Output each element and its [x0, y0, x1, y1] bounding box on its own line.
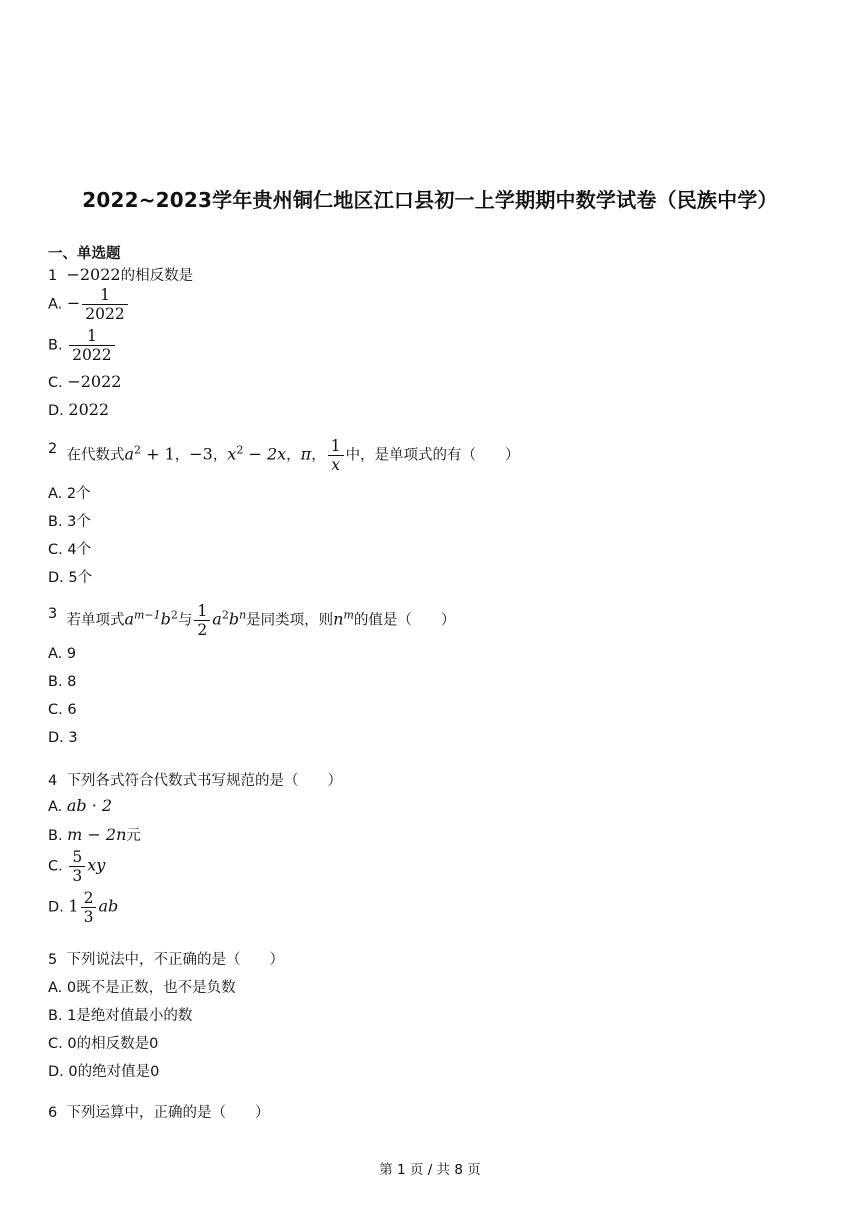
option-a [48, 286, 130, 323]
question-number: 1 [48, 268, 58, 284]
fraction-denominator: 2 [194, 620, 210, 639]
option-a [48, 796, 112, 815]
option-b [48, 824, 141, 845]
option-c [48, 848, 105, 885]
question-text: 的相反数是 [120, 268, 194, 284]
option-c: C. 4个 [48, 542, 92, 558]
question-text: 是同类项，则 [246, 612, 334, 629]
question-text: 在代数式 [66, 447, 125, 464]
option-d: D. 0的绝对值是0 [48, 1064, 160, 1080]
option-label: A. [48, 296, 63, 313]
question-text: 与 [177, 612, 193, 629]
option-label: D. [48, 899, 64, 916]
math-expr: −2022 [67, 372, 122, 391]
separator: ， [286, 447, 301, 464]
math-exponent: 2 [134, 443, 141, 457]
question-number: 6 [48, 1105, 58, 1121]
option-label: A. [48, 799, 63, 815]
math-var: a [212, 609, 222, 629]
fraction [69, 327, 114, 364]
fraction-denominator: 2022 [69, 345, 114, 364]
math-expr: ab · 2 [66, 796, 113, 815]
math-var: n [333, 609, 344, 629]
question-text: 的值是（ ） [353, 612, 456, 629]
math-expr: 2022 [68, 400, 110, 419]
page-title: 2022~2023学年贵州铜仁地区江口县初一上学期期中数学试卷（民族中学） [82, 188, 778, 212]
fraction-numerator: 1 [100, 286, 110, 304]
option-d: D. 5个 [48, 570, 93, 586]
option-label: B. [48, 337, 63, 354]
fraction [81, 889, 97, 926]
option-b: B. 3个 [48, 514, 91, 530]
option-c: C. 6 [48, 702, 77, 718]
fraction-denominator: 3 [69, 866, 85, 885]
question-2 [48, 437, 520, 474]
fraction-denominator: x [328, 455, 344, 474]
question-1 [48, 264, 193, 285]
math-exponent: 2 [221, 608, 229, 622]
separator: ， [212, 447, 228, 464]
section-heading: 一、单选题 [48, 246, 121, 262]
fraction-numerator: 1 [86, 327, 97, 345]
fraction-denominator: 2022 [82, 304, 127, 323]
fraction-numerator: 2 [83, 889, 94, 907]
option-b: B. 8 [48, 674, 77, 690]
fraction-numerator: 1 [330, 437, 341, 455]
fraction-numerator: 1 [197, 602, 208, 620]
question-6 [48, 1101, 269, 1122]
question-number: 3 [48, 606, 58, 622]
option-a: A. 2个 [48, 486, 91, 502]
math-var: b [160, 609, 171, 629]
fraction [69, 848, 85, 885]
question-number: 2 [48, 441, 58, 457]
option-a: A. 9 [48, 646, 77, 662]
question-text: 下列说法中，不正确的是（ ） [66, 952, 284, 968]
question-text: 若单项式 [66, 612, 125, 629]
separator: ， [174, 447, 190, 464]
question-number: 5 [48, 952, 58, 968]
fraction [82, 286, 127, 323]
option-label: C. [48, 858, 63, 875]
math-sign: − [66, 293, 81, 313]
option-label: D. [48, 403, 64, 419]
option-b [48, 327, 117, 364]
math-expr: m − 2n [67, 825, 127, 844]
math-expr: −2022 [66, 265, 121, 284]
fraction-denominator: 3 [81, 907, 97, 926]
math-exponent: m−1 [134, 608, 161, 622]
math-exponent: n [239, 608, 247, 622]
math-expr: − 2x [243, 444, 287, 464]
math-exponent: 2 [236, 443, 244, 457]
math-exponent: m [343, 608, 354, 622]
math-var: a [124, 609, 134, 629]
option-b: B. 1是绝对值最小的数 [48, 1008, 193, 1024]
question-4 [48, 769, 342, 790]
math-var: b [228, 609, 240, 629]
page-footer: 第 1 页 / 共 8 页 [379, 1162, 481, 1178]
option-d [48, 889, 118, 926]
question-text: 中，是单项式的有（ ） [345, 447, 520, 464]
question-text: 下列各式符合代数式书写规范的是（ ） [66, 773, 342, 789]
fraction [328, 437, 344, 474]
question-3 [48, 602, 455, 639]
question-number: 4 [48, 773, 58, 789]
question-5 [48, 948, 284, 969]
separator: ， [311, 447, 326, 464]
math-exponent: 2 [170, 608, 178, 622]
unit-text: 元 [126, 828, 141, 844]
math-var: x [227, 444, 237, 464]
math-expr: + 1 [141, 444, 175, 464]
option-a: A. 0既不是正数，也不是负数 [48, 980, 236, 996]
mixed-whole: 1 [68, 896, 79, 916]
question-text: 下列运算中，正确的是（ ） [66, 1105, 270, 1121]
option-c: C. 0的相反数是0 [48, 1036, 159, 1052]
fraction [194, 602, 210, 639]
math-expr: ab [98, 896, 119, 916]
option-label: C. [48, 375, 63, 391]
fraction-numerator: 5 [72, 848, 83, 866]
math-pi: π [300, 444, 312, 464]
option-c [48, 372, 121, 391]
math-expr: xy [87, 855, 106, 875]
option-d [48, 400, 109, 419]
option-d: D. 3 [48, 730, 78, 746]
math-var: a [124, 444, 134, 464]
math-expr: −3 [189, 444, 213, 464]
option-label: B. [48, 828, 63, 844]
